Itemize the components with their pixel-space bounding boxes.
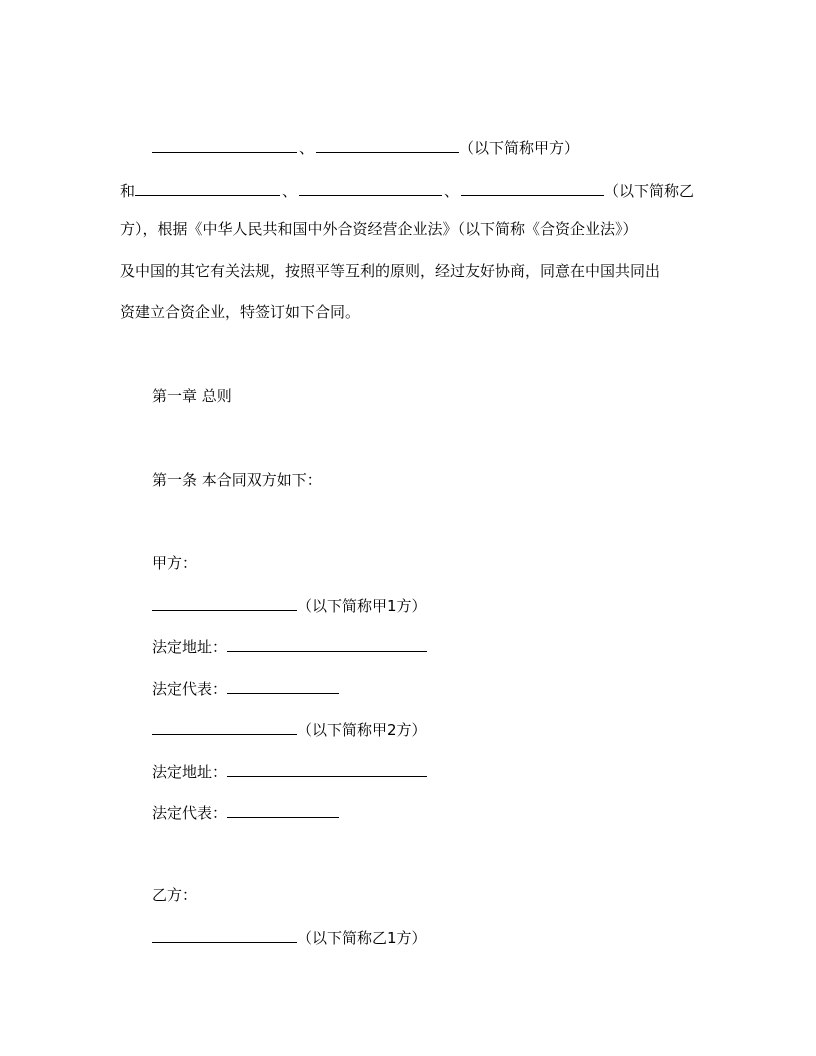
party-a-heading: 甲方： <box>152 554 198 572</box>
article-title: 第一条 本合同双方如下： <box>152 471 322 489</box>
party-b1-name-line <box>152 927 427 948</box>
party-a2-rep-line <box>152 802 339 823</box>
rep-label: 法定代表： <box>152 804 228 822</box>
party-a2-name-line <box>152 719 427 740</box>
and-text: 和 <box>120 182 136 200</box>
chapter-title: 第一章 总则 <box>152 387 232 405</box>
party-b-heading: 乙方： <box>152 886 198 904</box>
party-b-name-blank-1[interactable] <box>135 180 280 196</box>
party-a2-alias: （以下简称甲2方） <box>297 721 427 739</box>
party-a2-address-line <box>152 761 427 782</box>
intro-line-5: 资建立合资企业，特签订如下合同。 <box>120 303 361 321</box>
party-a1-name-blank[interactable] <box>152 595 297 611</box>
party-b-name-blank-2[interactable] <box>299 180 442 196</box>
party-a1-alias: （以下简称甲1方） <box>297 597 427 615</box>
party-b-name-blank-3[interactable] <box>461 180 604 196</box>
intro-line-4: 及中国的其它有关法规，按照平等互利的原则，经过友好协商，同意在中国共同出 <box>120 262 661 280</box>
party-b-alias-start: （以下简称乙 <box>604 182 695 200</box>
intro-line-2 <box>120 180 694 201</box>
separator: 、 <box>299 139 315 157</box>
party-a1-rep-blank[interactable] <box>227 678 339 694</box>
party-a2-name-blank[interactable] <box>152 719 297 735</box>
party-a1-address-blank[interactable] <box>227 636 427 652</box>
intro-line-3: 方），根据《中华人民共和国中外合资经营企业法》（以下简称《合资企业法》） <box>120 220 638 238</box>
address-label: 法定地址： <box>152 763 228 781</box>
party-a1-address-line <box>152 636 427 657</box>
party-a1-name-line <box>152 595 427 616</box>
intro-line-1 <box>152 137 579 158</box>
rep-label: 法定代表： <box>152 680 228 698</box>
party-a1-rep-line <box>152 678 339 699</box>
party-a2-address-blank[interactable] <box>227 761 427 777</box>
party-a-name-blank-1[interactable] <box>152 137 297 153</box>
party-a-alias: （以下简称甲方） <box>459 139 580 157</box>
party-b1-name-blank[interactable] <box>152 927 297 943</box>
separator: 、 <box>444 182 460 200</box>
party-a2-rep-blank[interactable] <box>227 802 339 818</box>
party-a-name-blank-2[interactable] <box>316 137 459 153</box>
address-label: 法定地址： <box>152 638 228 656</box>
separator: 、 <box>282 182 298 200</box>
party-b1-alias: （以下简称乙1方） <box>297 929 427 947</box>
